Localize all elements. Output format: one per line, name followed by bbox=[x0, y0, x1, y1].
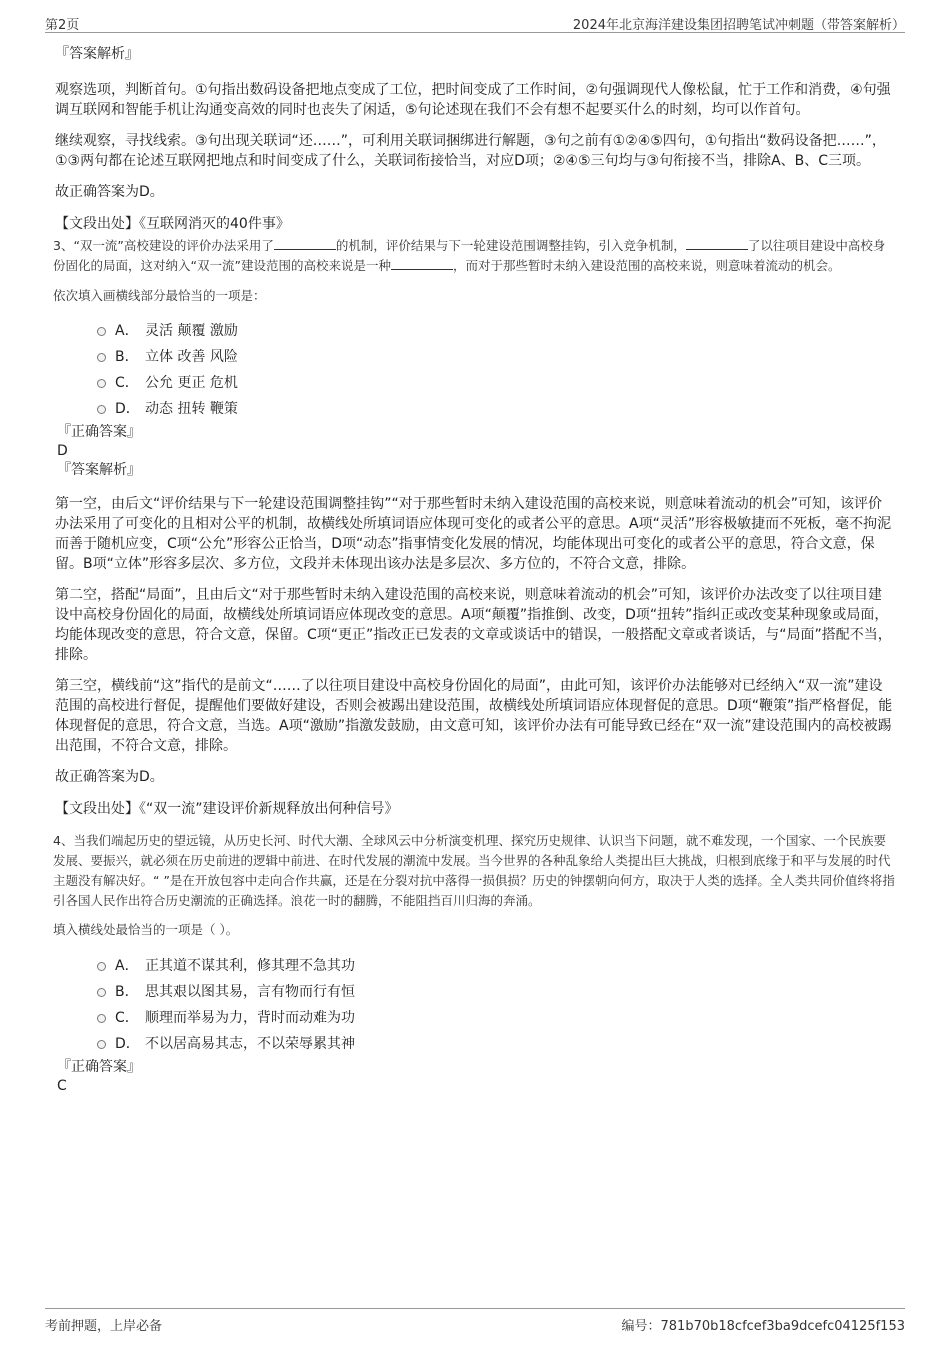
q3-analysis-p2: 第二空，搭配“局面”，且由后文“对于那些暂时未纳入建设范围的高校来说，则意味着流动的机会”可知，该评价办法改变了以往项目建设中高校身份固化的局面，故横线处所填词语应体现改变的意思。A项“颠覆”指推倒、改变，D项“扭转”指纠正或改变某种现象或局面，均能体现改变的意思，符合文意，保留。C项“更正”指改正已发表的文章或谈话中的错误，一般搭配文章或者谈话，与“局面”搭配不当，排除。 bbox=[55, 587, 892, 663]
q4-option-b[interactable]: B． 思其艰以图其易，言有物而行有恒 bbox=[97, 979, 895, 1005]
q4-answer: C bbox=[57, 1078, 67, 1094]
q2-analysis-p1: 观察选项，判断首句。①句指出数码设备把地点变成了工位，把时间变成了工作时间，②句强调现代人像松鼠，忙于工作和消费，④句强调互联网和智能手机让沟通变高效的同时也丧失了闲适，⑤句论述现在我们不会有想不起要买什么的时刻，均可以作首句。 bbox=[55, 82, 891, 118]
q3-option-a[interactable]: A． 灵活 颠覆 激励 bbox=[97, 318, 895, 344]
q4-options bbox=[97, 953, 895, 1057]
footer-slogan: 考前押题，上岸必备 bbox=[45, 1319, 163, 1334]
q2-source: 【文段出处】《互联网消灭的40件事》 bbox=[55, 216, 290, 232]
q3-answer: D bbox=[57, 443, 68, 459]
q3-conclusion: 故正确答案为D。 bbox=[55, 769, 164, 785]
page-footer bbox=[45, 1308, 905, 1333]
q3-question-text: 3、“双一流”高校建设的评价办法采用了 的机制，评价结果与下一轮建设范围调整挂钩，引入竞争机制， 了以往项目建设中高校身份固化的局面，这对纳入“双一流”建设范围的高校来说是一种 ，而对于那些暂时未纳入建设范围的高校来说，则意味着流动的机会。 bbox=[53, 238, 886, 273]
q3-option-b[interactable]: B． 立体 改善 风险 bbox=[97, 344, 895, 370]
radio-icon[interactable] bbox=[97, 353, 106, 362]
q4-option-a[interactable]: A． 正其道不谋其利，修其理不急其功 bbox=[97, 953, 895, 979]
radio-icon[interactable] bbox=[97, 405, 106, 414]
q3-options bbox=[97, 318, 895, 422]
q3-option-c[interactable]: C． 公允 更正 危机 bbox=[97, 370, 895, 396]
document-title: 2024年北京海洋建设集团招聘笔试冲刺题（带答案解析） bbox=[572, 18, 905, 33]
q3-analysis-label: 『答案解析』 bbox=[57, 462, 141, 478]
blank-1 bbox=[274, 237, 336, 250]
radio-icon[interactable] bbox=[97, 327, 106, 336]
blank-2 bbox=[686, 237, 748, 250]
q4-option-d[interactable]: D． 不以居高易其志，不以荣辱累其神 bbox=[97, 1031, 895, 1057]
q2-analysis-p2: 继续观察，寻找线索。③句出现关联词“还……”，可利用关联词捆绑进行解题，③句之前有①②④⑤四句，①句指出“数码设备把……”，①③两句都在论述互联网把地点和时间变成了什么，关联词衔接恰当，对应D项；②④⑤三句均与③句衔接不当，排除A、B、C三项。 bbox=[55, 133, 886, 169]
document-id: 编号：781b70b18cfcef3ba9dcefc04125f153 bbox=[621, 1319, 905, 1334]
q3-analysis-p3: 第三空，横线前“这”指代的是前文“……了以往项目建设中高校身份固化的局面”，由此可知，该评价办法能够对已经纳入“双一流”建设范围的高校进行督促，提醒他们要做好建设，否则会被踢出建设范围，故横线处所填词语应体现督促的意思。D项“鞭策”指严格督促，能体现督促的意思，符合文意，当选。A项“激励”指激发鼓励，由文意可知，该评价办法有可能导致已经在“双一流”建设范围内的高校被踢出范围，不符合文意，排除。 bbox=[55, 678, 893, 754]
document-body bbox=[55, 44, 895, 1095]
page-header bbox=[45, 8, 905, 33]
radio-icon[interactable] bbox=[97, 988, 106, 997]
q2-conclusion: 故正确答案为D。 bbox=[55, 184, 164, 200]
radio-icon[interactable] bbox=[97, 962, 106, 971]
q4-question-text: 4、当我们端起历史的望远镜，从历史长河、时代大潮、全球风云中分析演变机理、探究历史规律、认识当下问题，就不难发现，一个国家、一个民族要发展、要振兴，就必须在历史前进的逻辑中前进、在时代发展的潮流中发展。当今世界的各种乱象给人类提出巨大挑战，归根到底缘于和平与发展的时代主题没有解决好。“ ”是在开放包容中走向合作共赢，还是在分裂对抗中落得一损俱损？历史的钟摆朝向何方，取决于人类的选择。全人类共同价值终将指引各国人民作出符合历史潮流的正确选择。浪花一时的翻腾，不能阻挡百川归海的奔涌。 bbox=[53, 833, 895, 908]
page-number: 第2页 bbox=[45, 18, 80, 33]
q2-analysis-label: 『答案解析』 bbox=[55, 46, 139, 62]
q4-prompt: 填入横线处最恰当的一项是（ ）。 bbox=[53, 922, 239, 937]
q4-option-c[interactable]: C． 顺理而举易为力，背时而动难为功 bbox=[97, 1005, 895, 1031]
q3-prompt: 依次填入画横线部分最恰当的一项是： bbox=[53, 288, 266, 303]
q3-source: 【文段出处】《“双一流”建设评价新规释放出何种信号》 bbox=[55, 801, 399, 817]
q3-answer-label: 『正确答案』 bbox=[57, 424, 141, 440]
q4-answer-label: 『正确答案』 bbox=[57, 1059, 141, 1075]
blank-3 bbox=[391, 257, 453, 270]
q3-analysis-p1: 第一空，由后文“评价结果与下一轮建设范围调整挂钩”“对于那些暂时未纳入建设范围的高校来说，则意味着流动的机会”可知，该评价办法采用了可变化的且相对公平的机制，故横线处所填词语应体现可变化的或者公平的意思。A项“灵活”形容极敏捷而不死板，毫不拘泥而善于随机应变，C项“公允”形容公正恰当，D项“动态”指事情变化发展的情况，均能体现出可变化的或者公平的意思，符合文意，保留。B项“立体”形容多层次、多方位，文段并未体现出该办法是多层次、多方位的，不符合文意，排除。 bbox=[55, 496, 892, 572]
q3-option-d[interactable]: D． 动态 扭转 鞭策 bbox=[97, 396, 895, 422]
radio-icon[interactable] bbox=[97, 379, 106, 388]
radio-icon[interactable] bbox=[97, 1040, 106, 1049]
radio-icon[interactable] bbox=[97, 1014, 106, 1023]
